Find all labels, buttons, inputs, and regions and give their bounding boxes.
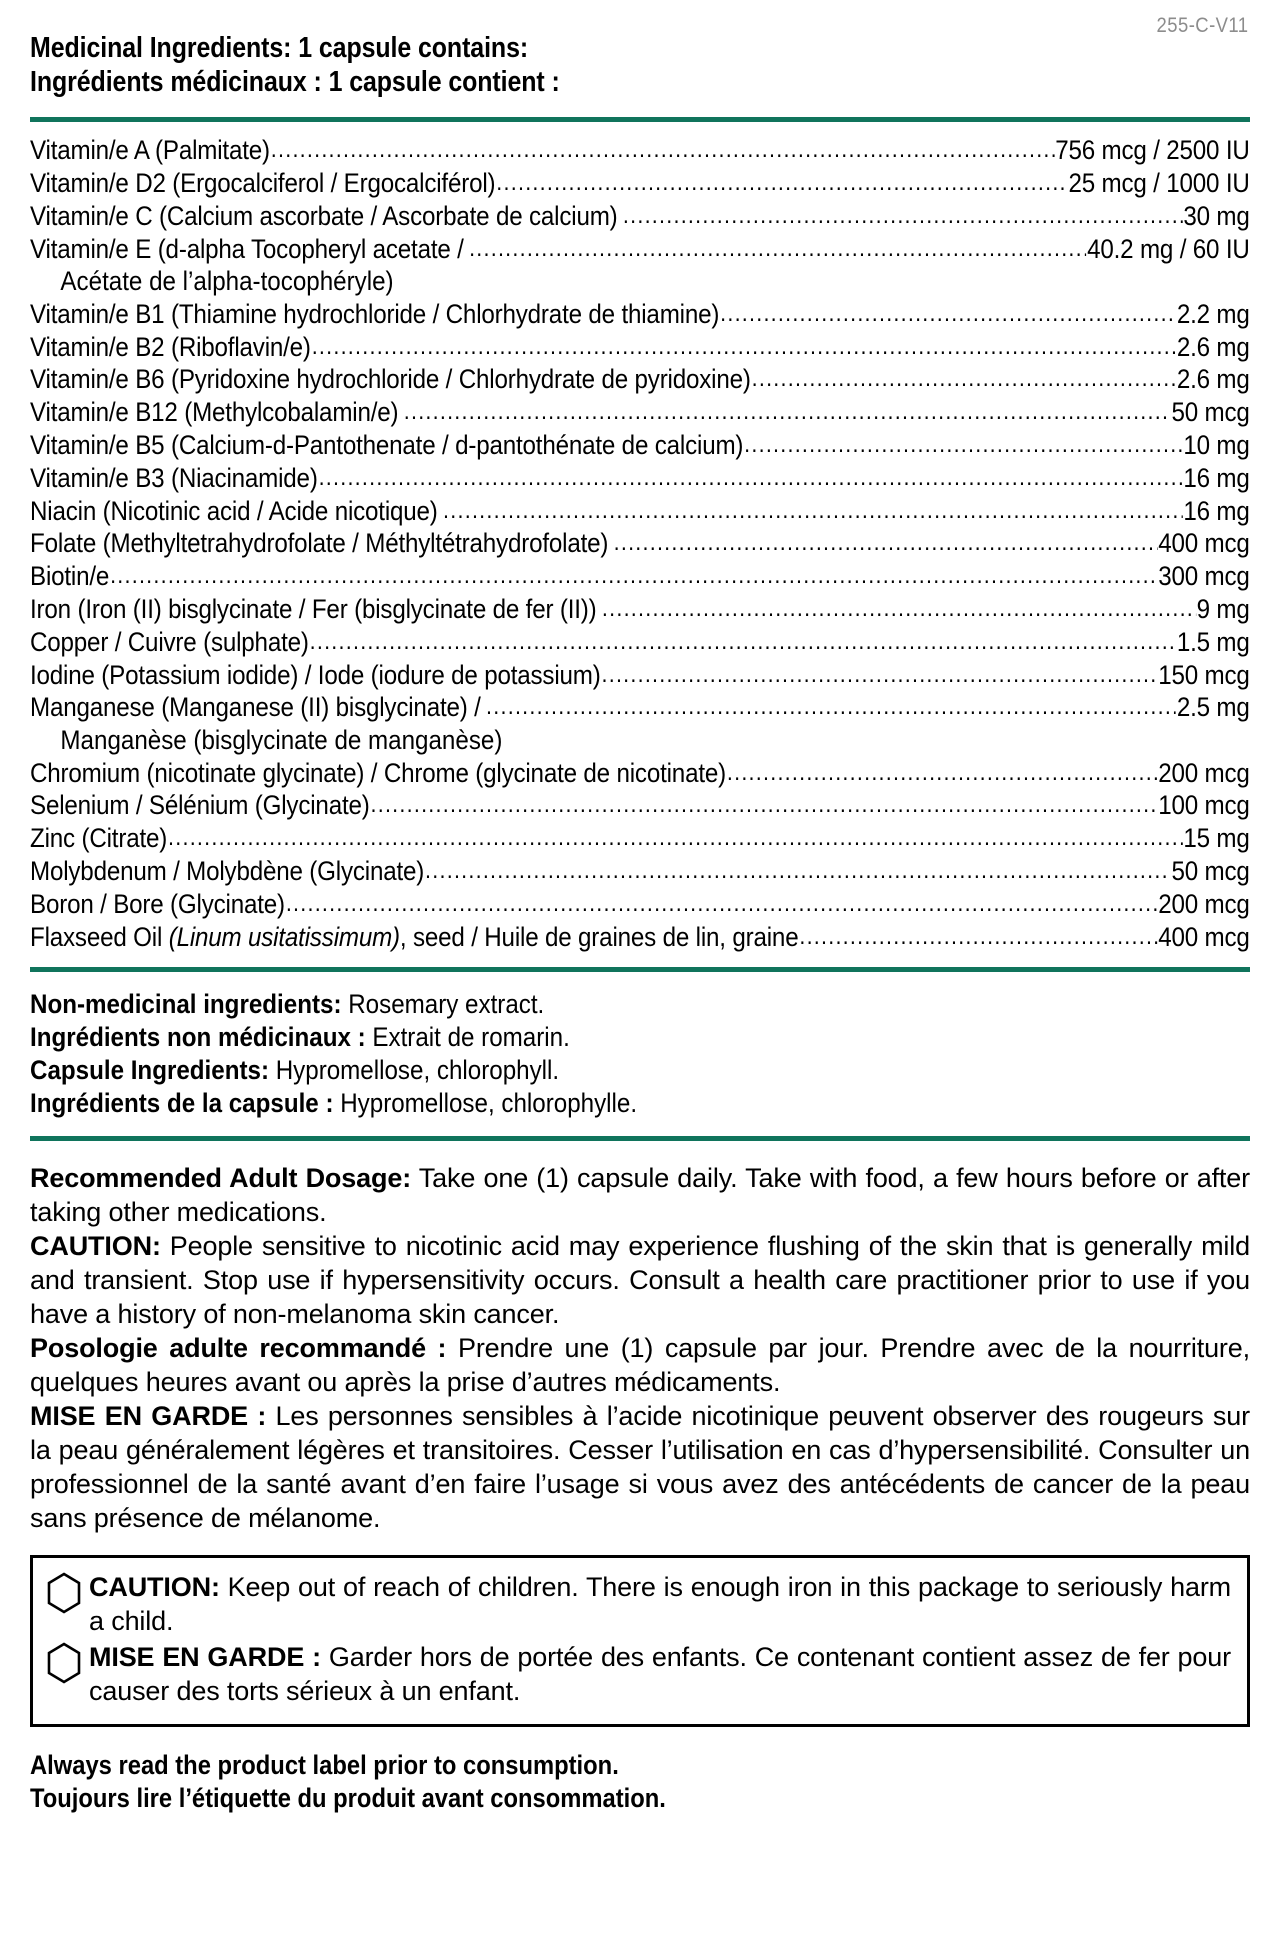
ingredient-row-inner: [30, 200, 1250, 233]
heading-line-en: Medicinal Ingredients: 1 capsule contains:: [30, 32, 529, 64]
leader-dots: [799, 923, 1157, 952]
ingredient-name: Manganese (Manganese (II) bisglycinate) /: [30, 692, 481, 723]
ingredient-name: Vitamin/e B6 (Pyridoxine hydrochloride / Chlorhydrate de pyridoxine): [30, 364, 751, 395]
ingredient-row-inner: [30, 495, 1250, 528]
leader-dots: [744, 431, 1182, 460]
leader-dots: [720, 300, 1176, 329]
ingredient-name: Vitamin/e E (d-alpha Tocopheryl acetate /: [30, 233, 464, 264]
ingredient-row-inner: [30, 331, 1250, 364]
ingredient-amount: 2.6 mg: [1176, 364, 1250, 395]
leader-dots: [614, 529, 1158, 558]
non-medicinal-fr: [30, 1021, 1122, 1054]
caution-en-label: CAUTION:: [30, 1231, 161, 1262]
leader-dots: [443, 497, 1182, 526]
leader-dots: [425, 857, 1171, 886]
ingredient-name: Flaxseed Oil (Linum usitatissimum), seed / Huile de graines de lin, graine: [30, 921, 799, 952]
ingredient-row: [30, 593, 1250, 626]
ingredient-amount: 756 mcg / 2500 IU: [1055, 135, 1250, 166]
leader-dots: [404, 398, 1171, 427]
ingredient-row: [30, 527, 1250, 560]
ingredient-name: Vitamin/e C (Calcium ascorbate / Ascorbate de calcium): [30, 200, 618, 231]
caution-box-en-label: CAUTION:: [89, 1572, 220, 1603]
ingredient-name: Selenium / Sélénium (Glycinate): [30, 790, 370, 821]
leader-dots: [469, 235, 1086, 264]
ingredient-amount: 400 mcg: [1158, 528, 1250, 559]
ingredient-row-inner: [30, 429, 1250, 462]
product-label-footer: [30, 1749, 1250, 1815]
ingredient-row: [30, 921, 1250, 954]
ingredient-row-inner: [30, 560, 1250, 593]
ingredient-amount: 400 mcg: [1158, 921, 1250, 952]
ingredient-amount: 200 mcg: [1158, 757, 1250, 788]
caution-fr: [30, 1399, 1250, 1535]
ingredient-row: [30, 888, 1250, 921]
ingredient-row: [30, 789, 1250, 822]
divider-green-bottom: [30, 1136, 1250, 1141]
non-medicinal-en-label: Non-medicinal ingredients:: [30, 989, 342, 1020]
ingredient-row: [30, 495, 1250, 528]
ingredient-row: [30, 167, 1250, 200]
ingredient-name-continuation: Manganèse (bisglycinate de manganèse): [60, 725, 503, 756]
leader-dots: [752, 365, 1176, 394]
non-medicinal-ingredients-block: [30, 988, 1250, 1120]
ingredient-row: [30, 363, 1250, 396]
ingredient-amount: 10 mg: [1183, 430, 1250, 461]
recommended-dosage-fr: [30, 1331, 1250, 1399]
caution-en-text: People sensitive to nicotinic acid may experience flushing of the skin that is generally mild and transient. Stop use if hypersensitivity occurs. Consult a health care practitioner prior to use if you have a history of non-melanoma skin cancer.: [30, 1231, 1250, 1330]
ingredient-row: [30, 659, 1250, 692]
ingredient-row-inner: [30, 462, 1250, 495]
non-medicinal-en: [30, 988, 1122, 1021]
hexagon-bullet-icon: [47, 1642, 81, 1684]
caution-fr-label: MISE EN GARDE :: [30, 1401, 267, 1432]
ingredient-name: Boron / Bore (Glycinate): [30, 888, 285, 919]
ingredient-row: [30, 429, 1250, 462]
capsule-ingredients-fr: [30, 1087, 1122, 1120]
ingredient-name: Folate (Methyltetrahydrofolate / Méthyltétrahydrofolate): [30, 528, 609, 559]
ingredient-name: Vitamin/e B5 (Calcium-d-Pantothenate / d-pantothénate de calcium): [30, 430, 744, 461]
recommended-dosage-fr-text: Prendre une (1) capsule par jour. Prendre avec de la nourriture, quelques heures avant ou après la prise d’autres médicaments.: [30, 1333, 1250, 1398]
caution-box-item-fr: [47, 1640, 1231, 1708]
ingredient-row-inner: [30, 822, 1250, 855]
caution-box-text-en: [89, 1570, 1231, 1638]
ingredient-name: Iodine (Potassium iodide) / Iode (iodure de potassium): [30, 659, 601, 690]
ingredient-row-inner: [30, 396, 1250, 429]
caution-en: [30, 1229, 1250, 1331]
ingredient-row-inner: [30, 298, 1250, 331]
capsule-ingredients-en-value: Hypromellose, chlorophyll.: [269, 1055, 560, 1086]
caution-box-fr-label: MISE EN GARDE :: [89, 1642, 321, 1673]
leader-dots: [286, 890, 1157, 919]
ingredient-row-inner: [30, 757, 1250, 790]
ingredient-row: [30, 560, 1250, 593]
ingredient-name: Vitamin/e B1 (Thiamine hydrochloride / Chlorhydrate de thiamine): [30, 298, 720, 329]
leader-dots: [310, 628, 1176, 657]
recommended-dosage-fr-label: Posologie adulte recommandé :: [30, 1333, 447, 1364]
ingredient-amount: 150 mcg: [1158, 659, 1250, 690]
ingredient-row-inner: [30, 659, 1250, 692]
ingredient-row: [30, 691, 1250, 724]
ingredient-row: [30, 331, 1250, 364]
ingredient-name: Vitamin/e B3 (Niacinamide): [30, 462, 318, 493]
ingredient-name: Iron (Iron (II) bisglycinate / Fer (bisglycinate de fer (II)): [30, 594, 597, 624]
capsule-ingredients-en: [30, 1054, 1122, 1087]
hexagon-bullet-icon: [47, 1572, 81, 1614]
footer-line-fr: Toujours lire l’étiquette du produit avant consommation.: [30, 1783, 666, 1814]
ingredient-row-inner: [30, 363, 1250, 396]
caution-box-item-en: [47, 1570, 1231, 1638]
divider-green-middle: [30, 967, 1250, 972]
divider-green-top: [30, 117, 1250, 122]
ingredient-amount: 50 mcg: [1171, 397, 1250, 428]
ingredient-amount: 25 mcg / 1000 IU: [1068, 168, 1250, 199]
ingredient-amount: 15 mg: [1183, 823, 1250, 854]
leader-dots: [312, 333, 1176, 362]
ingredient-row-inner: [30, 789, 1250, 822]
ingredient-amount: 16 mg: [1183, 462, 1250, 493]
ingredient-row: [30, 757, 1250, 790]
ingredient-name: Molybdenum / Molybdène (Glycinate): [30, 855, 425, 886]
non-medicinal-en-value: Rosemary extract.: [341, 989, 545, 1020]
leader-dots: [371, 791, 1158, 820]
leader-dots: [271, 136, 1055, 165]
leader-dots: [623, 202, 1183, 231]
non-medicinal-fr-value: Extrait de romarin.: [365, 1022, 570, 1053]
caution-fr-text: Les personnes sensibles à l’acide nicotinique peuvent observer des rougeurs sur la peau généralement légères et transitoires. Cesser l’utilisation en cas d’hypersensibilité. Consulter un professionnel de la santé avant d’en faire l’usage si vous avez des antécédents de cancer de la peau sans présence de mélanome.: [30, 1401, 1250, 1534]
ingredient-amount: 50 mcg: [1171, 855, 1250, 886]
ingredient-name: Vitamin/e B2 (Riboflavin/e): [30, 331, 311, 362]
leader-dots: [319, 464, 1183, 493]
ingredient-name: Niacin (Nicotinic acid / Acide nicotique): [30, 495, 438, 526]
ingredient-row-inner: [30, 593, 1250, 626]
ingredient-row: [30, 200, 1250, 233]
ingredient-name: Vitamin/e D2 (Ergocalciferol / Ergocalciférol): [30, 168, 496, 199]
ingredient-row: [30, 855, 1250, 888]
ingredient-name: Copper / Cuivre (sulphate): [30, 626, 309, 657]
ingredient-name: Vitamin/e A (Palmitate): [30, 135, 270, 166]
ingredient-amount: 200 mcg: [1158, 888, 1250, 919]
ingredient-row-inner: [30, 691, 1250, 724]
label-version-code: 255-C-V11: [1156, 14, 1248, 37]
leader-dots: [486, 693, 1176, 722]
leader-dots: [168, 824, 1182, 853]
leader-dots: [727, 759, 1157, 788]
footer-line-en: Always read the product label prior to consumption.: [30, 1750, 619, 1781]
leader-dots: [110, 562, 1157, 591]
ingredient-list: [30, 134, 1250, 953]
ingredient-amount: 2.2 mg: [1176, 298, 1250, 329]
ingredient-amount: 1.5 mg: [1176, 626, 1250, 657]
ingredient-amount: 2.6 mg: [1176, 331, 1250, 362]
leader-dots: [601, 661, 1157, 690]
capsule-ingredients-fr-value: Hypromellose, chlorophylle.: [333, 1088, 638, 1119]
ingredient-row: [30, 298, 1250, 331]
ingredient-row: [30, 626, 1250, 659]
dosage-and-caution-block: [30, 1161, 1250, 1535]
ingredient-row: [30, 822, 1250, 855]
recommended-dosage-en: [30, 1161, 1250, 1229]
ingredient-amount: 16 mg: [1183, 495, 1250, 526]
ingredient-row-inner: [30, 167, 1250, 200]
ingredient-amount: 40.2 mg / 60 IU: [1087, 233, 1250, 264]
caution-box-text-fr: [89, 1640, 1231, 1708]
leader-dots: [602, 595, 1196, 624]
recommended-dosage-en-label: Recommended Adult Dosage:: [30, 1163, 412, 1194]
medicinal-ingredients-heading: [30, 32, 1250, 99]
ingredient-name: Zinc (Citrate): [30, 823, 168, 854]
ingredient-row: [30, 134, 1250, 167]
ingredient-amount: 9 mg: [1196, 594, 1250, 624]
caution-box-fr-body: Garder hors de portée des enfants. Ce contenant contient assez de fer pour causer des torts sérieux à un enfant.: [89, 1642, 1231, 1707]
recommended-dosage-en-text: Take one (1) capsule daily. Take with food, a few hours before or after taking other medications.: [30, 1163, 1250, 1228]
ingredient-name: Vitamin/e B12 (Methylcobalamin/e): [30, 397, 399, 428]
ingredient-name-continuation: Acétate de l’alpha-tocophéryle): [60, 266, 394, 297]
ingredient-row: [30, 396, 1250, 429]
ingredient-amount: 2.5 mg: [1176, 692, 1250, 723]
non-medicinal-fr-label: Ingrédients non médicinaux :: [30, 1022, 366, 1053]
heading-line-fr: Ingrédients médicinaux : 1 capsule contient :: [30, 65, 560, 98]
keep-out-of-reach-caution-box: [30, 1555, 1250, 1727]
ingredient-name: Biotin/e: [30, 561, 110, 592]
ingredient-row-inner: [30, 233, 1250, 266]
capsule-ingredients-en-label: Capsule Ingredients:: [30, 1055, 270, 1086]
ingredient-amount: 30 mg: [1183, 200, 1250, 231]
ingredient-amount: 100 mcg: [1158, 790, 1250, 821]
ingredient-row: [30, 462, 1250, 495]
caution-box-en-body: Keep out of reach of children. There is enough iron in this package to seriously harm a child.: [89, 1572, 1231, 1637]
ingredient-row-inner: [30, 626, 1250, 659]
capsule-ingredients-fr-label: Ingrédients de la capsule :: [30, 1088, 334, 1119]
ingredient-row-inner: [30, 921, 1250, 954]
ingredient-row-inner: [30, 134, 1250, 167]
ingredient-amount: 300 mcg: [1158, 561, 1250, 592]
ingredient-row-inner: [30, 527, 1250, 560]
leader-dots: [496, 169, 1067, 198]
ingredient-name: Chromium (nicotinate glycinate) / Chrome (glycinate de nicotinate): [30, 757, 727, 788]
ingredient-row-inner: [30, 855, 1250, 888]
ingredient-row-inner: [30, 888, 1250, 921]
ingredient-row: [30, 233, 1250, 266]
